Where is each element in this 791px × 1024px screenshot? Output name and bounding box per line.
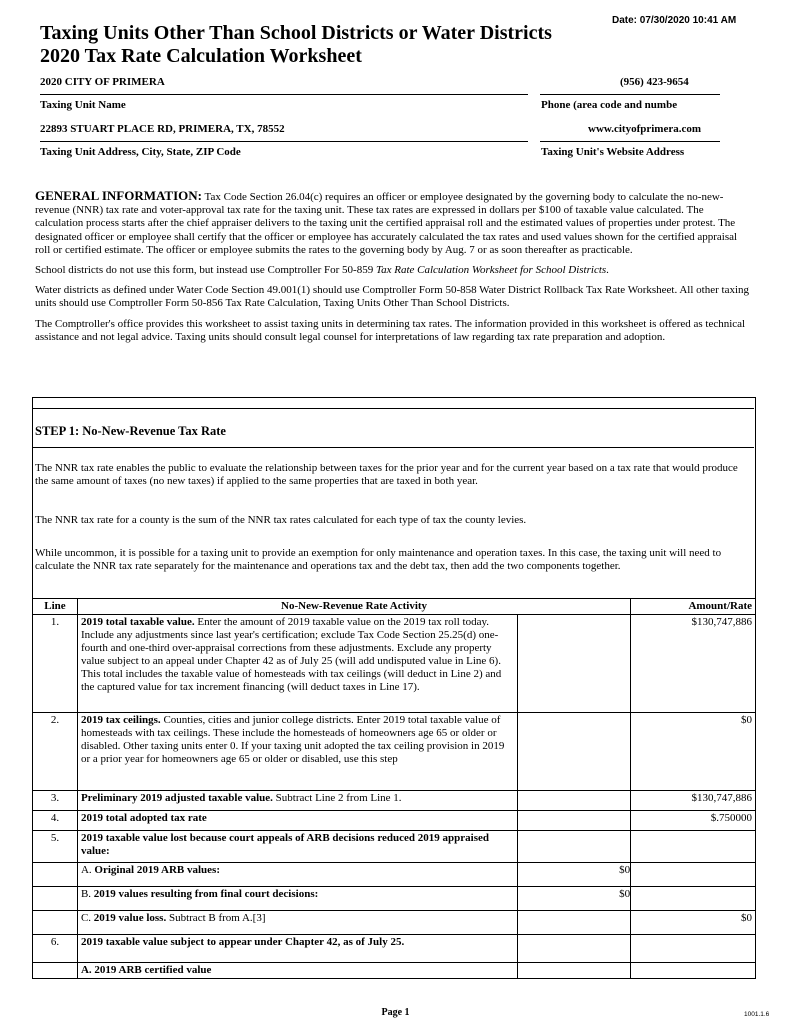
amount-rate xyxy=(631,887,756,911)
amount-rate xyxy=(631,831,756,863)
general-paragraph-3: Water districts as defined under Water Code Section 49.001(1) should use Comptroller Form 50-858 Water District Rollback Tax Rate Worksheet. All other taxing units should use Comptroller Form 50-856 Tax Rate Calculation, Taxing Units Other Than School Districts. xyxy=(35,284,750,310)
sub-item-prefix: C. xyxy=(80,912,94,924)
form-title xyxy=(40,22,600,68)
line-number: 2. xyxy=(33,713,78,791)
line-heading: 2019 total adopted tax rate xyxy=(80,812,207,824)
line-number: 1. xyxy=(33,615,78,713)
line-activity xyxy=(77,863,517,887)
table-row xyxy=(33,811,756,831)
line-description: Counties, cities and junior college districts. Enter 2019 total taxable value of homesteads with tax ceilings. These include the homesteads of homeowners age 65 or older or disabled. Other taxing units enter 0. If your taxing unit adopted the tax ceiling provision in 2019 or a prior year for homeowners age 65 or older or disabled, use this step xyxy=(80,714,505,765)
amount-rate xyxy=(631,963,756,979)
form-version: 1001.1.6 xyxy=(744,1011,770,1018)
line-description: Subtract Line 2 from Line 1. xyxy=(272,792,402,804)
line-activity xyxy=(77,911,517,935)
general-text: Tax Code Section 26.04(c) requires an officer or employee designated by the governing body to calculate the no-new-revenue (NNR) tax rate and voter-approval tax rate for the taxing unit. These tax rates are expressed in dollars per $100 of taxable value calculated. The calculation process starts after the chief appraiser delivers to the taxing unit the certified appraisal roll and the estimated values of properties under protest. The designated officer or employee shall certify that the officer or employee has accurately calculated the tax rates and used values shown for the certified appraisal roll or certified estimate. The officer or employee submits the rates to the governing body by Aug. 7 or as soon thereafter as practicable. xyxy=(35,191,738,256)
divider xyxy=(40,94,528,95)
phone-label: Phone (area code and numbe xyxy=(541,99,678,111)
line-description: Enter the amount of 2019 taxable value on the 2019 tax roll today. Include any adjustments since last year's certification; exclude Tax Code Section 25.25(d) one-fourth and one-third over-appraisal corrections from these adjustments. Exclude any property value subject to an appeal under Chapter 42 as of July 25 (will add undisputed value in Line 6). This total includes the taxable value of homesteads with tax ceilings (will deduct in Line 2) and the captured value for tax increment financing (will deduct taxes in Line 17). xyxy=(80,616,502,693)
step-1-text-1: The NNR tax rate enables the public to evaluate the relationship between taxes for the prior year and for the current year based on a tax rate that would produce the same amount of taxes (no new taxes) if applied to the same properties that are taxed in both year. xyxy=(35,462,738,488)
no-new-revenue-table xyxy=(32,598,756,979)
sub-amount xyxy=(517,615,631,713)
line-heading: 2019 tax ceilings. xyxy=(80,714,161,726)
line-heading: A. 2019 ARB certified value xyxy=(80,964,212,976)
divider xyxy=(32,447,754,448)
table-row xyxy=(33,713,756,791)
line-activity xyxy=(77,615,517,713)
general-text: . xyxy=(606,264,609,277)
sub-amount: $0 xyxy=(517,887,631,911)
line-number xyxy=(33,887,78,911)
sub-amount xyxy=(517,935,631,963)
sub-amount xyxy=(517,963,631,979)
general-information xyxy=(35,189,753,351)
table-row xyxy=(33,831,756,863)
sub-item-prefix: A. xyxy=(80,864,95,876)
divider xyxy=(540,94,720,95)
website-label: Taxing Unit's Website Address xyxy=(541,146,685,158)
sub-amount xyxy=(517,811,631,831)
line-number xyxy=(33,863,78,887)
sub-amount xyxy=(517,713,631,791)
line-activity xyxy=(77,791,517,811)
taxing-unit-name-label: Taxing Unit Name xyxy=(40,99,126,111)
header-amount: Amount/Rate xyxy=(631,599,756,615)
line-activity xyxy=(77,963,517,979)
step-1-title: STEP 1: No-New-Revenue Tax Rate xyxy=(35,424,226,438)
header-activity: No-New-Revenue Rate Activity xyxy=(77,599,630,615)
line-heading: 2019 value loss. xyxy=(93,912,167,924)
amount-rate: $130,747,886 xyxy=(631,791,756,811)
sub-amount xyxy=(517,791,631,811)
amount-rate: $0 xyxy=(631,911,756,935)
line-heading: Original 2019 ARB values: xyxy=(94,864,220,876)
line-activity xyxy=(77,887,517,911)
line-heading: Preliminary 2019 adjusted taxable value. xyxy=(80,792,273,804)
table-row xyxy=(33,963,756,979)
table-row xyxy=(33,863,756,887)
line-heading: 2019 taxable value lost because court appeals of ARB decisions reduced 2019 appraised value: xyxy=(80,832,489,857)
phone-value: (956) 423-9654 xyxy=(620,76,689,88)
table-row xyxy=(33,935,756,963)
amount-rate: $.750000 xyxy=(631,811,756,831)
title-line-1: Taxing Units Other Than School Districts or Water Districts xyxy=(40,22,552,44)
general-paragraph-1 xyxy=(35,189,753,257)
amount-rate: $130,747,886 xyxy=(631,615,756,713)
step-1-text-2: The NNR tax rate for a county is the sum of the NNR tax rates calculated for each type of tax the county levies. xyxy=(35,514,527,526)
amount-rate xyxy=(631,935,756,963)
line-activity xyxy=(77,811,517,831)
table-row xyxy=(33,615,756,713)
website-value: www.cityofprimera.com xyxy=(588,123,702,135)
taxing-unit-name-value: 2020 CITY OF PRIMERA xyxy=(40,76,165,88)
line-activity xyxy=(77,831,517,863)
line-number xyxy=(33,963,78,979)
sub-amount xyxy=(517,911,631,935)
line-number: 4. xyxy=(33,811,78,831)
general-paragraph-4: The Comptroller's office provides this worksheet to assist taxing units in determining tax rates. The information provided in this worksheet is offered as technical assistance and not legal advice. Taxing units should consult legal counsel for interpretations of law regarding tax rate preparation and adoption. xyxy=(35,317,746,343)
general-paragraph-2 xyxy=(35,264,753,277)
line-description: Subtract B from A.[3] xyxy=(166,912,266,924)
form-title-reference: Tax Rate Calculation Worksheet for School Districts xyxy=(375,264,607,277)
table-header-row xyxy=(33,599,756,615)
table-row xyxy=(33,887,756,911)
address-value: 22893 STUART PLACE RD, PRIMERA, TX, 78552 xyxy=(40,123,285,135)
general-lead: GENERAL INFORMATION: xyxy=(35,188,202,203)
table-row xyxy=(33,791,756,811)
divider xyxy=(40,141,528,142)
divider xyxy=(32,408,754,409)
line-heading: 2019 taxable value subject to appear under Chapter 42, as of July 25. xyxy=(80,936,405,948)
general-text: School districts do not use this form, but instead use Comptroller For 50-859 xyxy=(35,264,376,277)
page-number: Page 1 xyxy=(381,1007,410,1018)
title-line-2: 2020 Tax Rate Calculation Worksheet xyxy=(40,45,362,67)
step-1-text-3: While uncommon, it is possible for a taxing unit to provide an exemption for only maintenance and operation taxes. In this case, the taxing unit will need to calculate the NNR tax rate separately for the maintenance and operations tax and the debt tax, then add the two components together. xyxy=(35,547,722,573)
sub-amount xyxy=(517,831,631,863)
header-line: Line xyxy=(33,599,78,615)
line-number: 3. xyxy=(33,791,78,811)
amount-rate: $0 xyxy=(631,713,756,791)
line-activity xyxy=(77,935,517,963)
sub-item-prefix: B. xyxy=(80,888,94,900)
line-number: 5. xyxy=(33,831,78,863)
address-label: Taxing Unit Address, City, State, ZIP Code xyxy=(40,146,241,158)
line-number xyxy=(33,911,78,935)
divider xyxy=(540,141,720,142)
line-number: 6. xyxy=(33,935,78,963)
table-row xyxy=(33,911,756,935)
line-heading: 2019 total taxable value. xyxy=(80,616,195,628)
amount-rate xyxy=(631,863,756,887)
sub-amount: $0 xyxy=(517,863,631,887)
line-heading: 2019 values resulting from final court decisions: xyxy=(93,888,319,900)
print-date: Date: 07/30/2020 10:41 AM xyxy=(612,15,737,26)
line-activity xyxy=(77,713,517,791)
